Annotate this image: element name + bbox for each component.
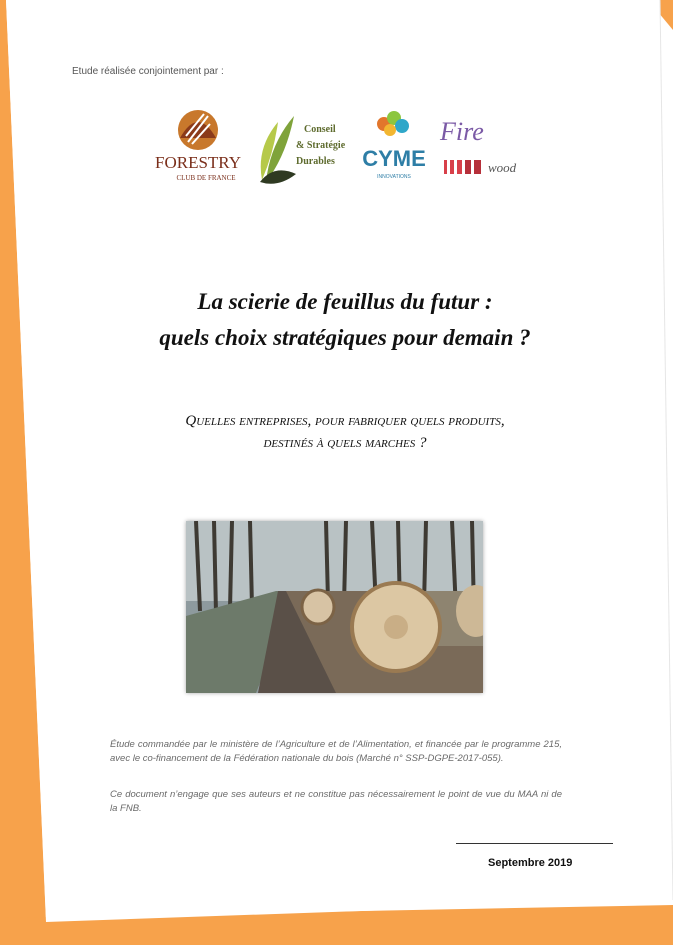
- fire-tail: wood: [488, 160, 517, 175]
- title-line-1: La scierie de feuillus du futur :: [197, 289, 493, 314]
- csd-logo: [256, 108, 352, 188]
- forestry-name: FORESTRY: [155, 153, 241, 172]
- forestry-leaf-icon: [148, 108, 248, 188]
- date-divider: [456, 843, 613, 844]
- cyme-logo: [360, 108, 428, 188]
- fire-name: Fire: [440, 117, 484, 146]
- cyme-sub: INNOVATIONS: [377, 174, 411, 180]
- title-line-2: quels choix stratégiques pour demain ?: [159, 325, 531, 350]
- disclaimer-note: Ce document n’engage que ses auteurs et ne constitue pas nécessairement le point de vue du MAA ni de la FNB.: [110, 789, 562, 814]
- funding-note: Étude commandée par le ministère de l’Agriculture et de l’Alimentation, et financée par le programme 215, avec le co-financement de la Fédération nationale du bois (Marché n° SSP-DGPE-2017-055).: [110, 739, 562, 764]
- forest-logs-illustration: [186, 521, 483, 693]
- cyme-tree-icon: [360, 108, 428, 188]
- document-subtitle: [60, 410, 630, 454]
- forestry-sub: CLUB DE FRANCE: [176, 174, 236, 182]
- csd-leaves-icon: [256, 108, 352, 188]
- cyme-name: CYME: [362, 146, 426, 171]
- csd-line3: Durables: [296, 156, 335, 167]
- cover-photo-logs: [186, 521, 483, 693]
- fire-wood-icon: [436, 108, 526, 188]
- partner-logos: [148, 108, 528, 188]
- csd-line1: Conseil: [304, 124, 336, 135]
- intro-text: Etude réalisée conjointement par :: [72, 66, 224, 77]
- publication-date: Septembre 2019: [488, 857, 573, 869]
- fire-wood-logo: [436, 108, 526, 188]
- subtitle-line-1: Quelles entreprises, pour fabriquer quels produits,: [185, 413, 505, 429]
- subtitle-line-2: destinés à quels marches ?: [263, 435, 427, 451]
- csd-line2: & Stratégie: [296, 140, 346, 151]
- forestry-logo: [148, 108, 248, 188]
- document-title: [60, 284, 630, 356]
